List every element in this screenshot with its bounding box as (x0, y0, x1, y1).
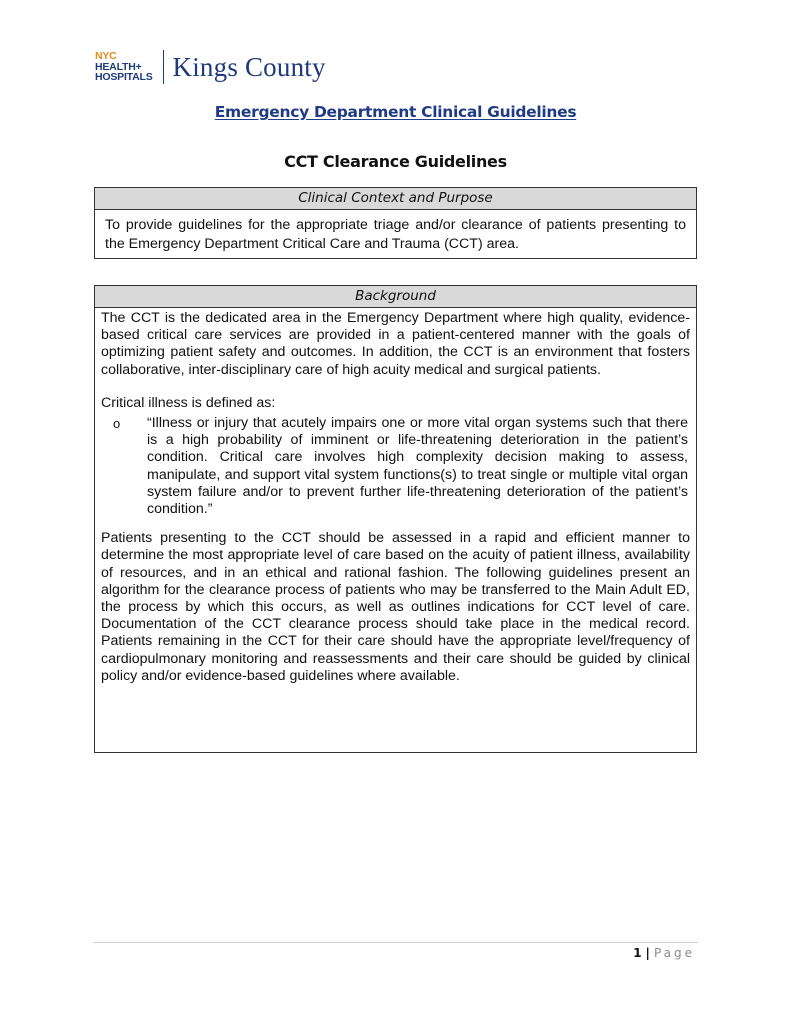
hospital-logo (95, 46, 326, 88)
logo-line-health: HEALTH+ (95, 60, 142, 73)
paragraph-spacer (101, 379, 690, 395)
page-label: Page (653, 946, 695, 960)
context-heading: Clinical Context and Purpose (95, 188, 696, 210)
background-paragraph-1: The CCT is the dedicated area in the Emergency Department where high quality, evidence-based critical care services are provided in a patient-centered manner with the goals of optimizing patient safety and outcomes. In addition, the CCT is an environment that fosters collaborative, inter-disciplinary care of high acuity medical and surgical patients. (101, 310, 690, 378)
logo-line-nyc: NYC (95, 50, 117, 63)
critical-illness-label: Critical illness is defined as: (101, 394, 276, 411)
context-section (94, 187, 697, 259)
logo-divider (163, 50, 164, 84)
footer-separator: | (645, 946, 650, 960)
page-number: 1 (633, 946, 642, 960)
page-footer (633, 946, 695, 960)
background-heading: Background (95, 286, 696, 308)
background-body (95, 308, 696, 685)
definition-list-item (101, 415, 690, 518)
document-subtitle: CCT Clearance Guidelines (284, 152, 507, 171)
logo-wordmark (95, 51, 153, 83)
background-paragraph-2: Patients presenting to the CCT should be assessed in a rapid and efficient manner to determine the most appropriate level of care based on the acuity of patient illness, availability of resources, and in an ethical and rational fashion. The following guidelines present an algorithm for the clearance process of patients who may be transferred to the Main Adult ED, the process by which this occurs, as well as outlines indications for CCT level of care. Documentation of the CCT clearance process should take place in the medical record. Patients remaining in the CCT for their care should have the appropriate level/frequency of cardiopulmonary monitoring and reassessments and their care should be guided by clinical policy and/or evidence-based guidelines where available. (101, 530, 690, 684)
logo-line-hospitals: HOSPITALS (95, 71, 153, 84)
footer-divider (93, 942, 698, 943)
bullet-icon: o (113, 416, 121, 432)
background-section (94, 285, 697, 753)
logo-county-name: Kings County (172, 51, 326, 82)
document-title: Emergency Department Clinical Guidelines (214, 103, 577, 121)
critical-illness-definition: “Illness or injury that acutely impairs one or more vital organ systems such that there is a high probability of imminent or life-threatening deterioration in the patient’s condition. Critical care involves high complexity decision making to assess, manipulate, and support vital system functions(s) to treat single or multiple vital organ system failure and/or to prevent further life-threatening deterioration of the patient’s condition.” (147, 415, 688, 518)
context-text: To provide guidelines for the appropriate triage and/or clearance of patients presenting to the Emergency Department Critical Care and Trauma (CCT) area. (105, 217, 686, 252)
